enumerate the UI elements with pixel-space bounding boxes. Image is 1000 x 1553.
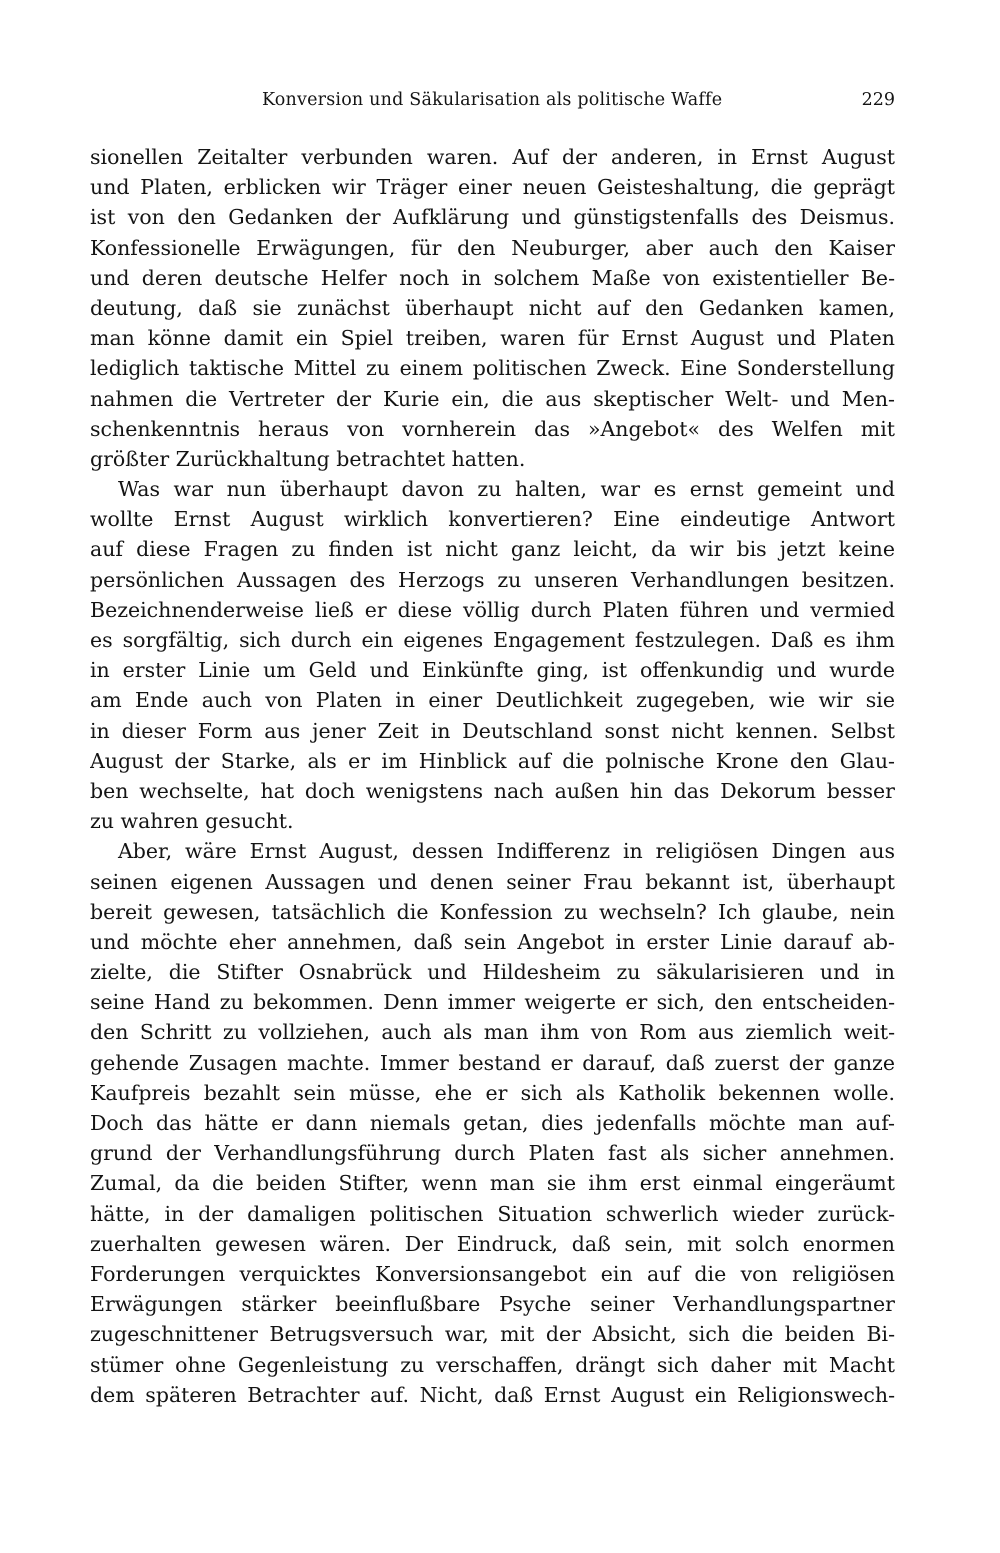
- text-line: in dieser Form aus jener Zeit in Deutschland sonst nicht kennen. Selbst: [90, 718, 895, 743]
- text-line: Zumal, da die beiden Stifter, wenn man sie ihm erst einmal eingeräumt: [90, 1171, 895, 1196]
- text-line: ben wechselte, hat doch wenigstens nach außen hin das Dekorum besser: [90, 778, 895, 803]
- text-line: Bezeichnenderweise ließ er diese völlig durch Platen führen und vermied: [90, 597, 895, 622]
- text-line: sionellen Zeitalter verbunden waren. Auf der anderen, in Ernst August: [90, 145, 895, 169]
- text-line: am Ende auch von Platen in einer Deutlichkeit zugegeben, wie wir sie: [90, 688, 895, 713]
- paragraph-1: [90, 142, 895, 474]
- text-line: grund der Verhandlungsführung durch Platen fast als sicher annehmen.: [90, 1141, 895, 1166]
- text-line: in erster Linie um Geld und Einkünfte ging, ist offenkundig und wurde: [90, 658, 895, 683]
- text-line: zuerhalten gewesen wären. Der Eindruck, daß sein, mit solch enormen: [90, 1231, 895, 1256]
- paragraph-3: [90, 836, 895, 1410]
- text-line: Doch das hätte er dann niemals getan, dies jedenfalls möchte man auf-: [90, 1111, 895, 1135]
- text-line: zu wahren gesucht.: [90, 809, 294, 834]
- text-line: wollte Ernst August wirklich konvertieren? Eine eindeutige Antwort: [90, 507, 895, 532]
- text-line: und deren deutsche Helfer noch in solchem Maße von existentieller Be-: [90, 265, 895, 290]
- text-line: es sorgfältig, sich durch ein eigenes Engagement festzulegen. Daß es ihm: [90, 628, 895, 652]
- text-line: August der Starke, als er im Hinblick auf die polnische Krone den Glau-: [90, 748, 895, 773]
- text-line: stümer ohne Gegenleistung zu verschaffen, drängt sich daher mit Macht: [90, 1352, 895, 1377]
- text-line: Erwägungen stärker beeinflußbare Psyche seiner Verhandlungspartner: [90, 1292, 895, 1317]
- text-line: Forderungen verquicktes Konversionsangebot ein auf die von religiösen: [90, 1261, 895, 1286]
- text-line: dem späteren Betrachter auf. Nicht, daß Ernst August ein Religionswech-: [90, 1382, 895, 1407]
- text-line: größter Zurückhaltung betrachtet hatten.: [90, 446, 526, 471]
- text-line: hätte, in der damaligen politischen Situation schwerlich wieder zurück-: [90, 1201, 895, 1226]
- text-line: deutung, daß sie zunächst überhaupt nicht auf den Gedanken kamen,: [90, 295, 895, 320]
- text-line: persönlichen Aussagen des Herzogs zu unseren Verhandlungen besitzen.: [90, 567, 895, 592]
- text-line: ist von den Gedanken der Aufklärung und günstigstenfalls des Deismus.: [90, 205, 895, 230]
- text-line: Kaufpreis bezahlt sein müsse, ehe er sich als Katholik bekennen wolle.: [90, 1080, 895, 1105]
- body-text: [90, 142, 895, 1410]
- text-line: auf diese Fragen zu finden ist nicht ganz leicht, da wir bis jetzt keine: [90, 537, 895, 562]
- text-line: Konfessionelle Erwägungen, für den Neuburger, aber auch den Kaiser: [90, 235, 895, 260]
- text-line: seinen eigenen Aussagen und denen seiner Frau bekannt ist, überhaupt: [90, 869, 895, 894]
- text-line: den Schritt zu vollziehen, auch als man ihm von Rom aus ziemlich weit-: [90, 1020, 895, 1045]
- text-line: Aber, wäre Ernst August, dessen Indifferenz in religiösen Dingen aus: [118, 839, 895, 864]
- text-line: Was war nun überhaupt davon zu halten, war es ernst gemeint und: [118, 477, 895, 502]
- running-header: [90, 90, 895, 116]
- text-line: zugeschnittener Betrugsversuch war, mit der Absicht, sich die beiden Bi-: [90, 1322, 895, 1347]
- text-line: nahmen die Vertreter der Kurie ein, die aus skeptischer Welt- und Men-: [90, 386, 895, 411]
- text-line: bereit gewesen, tatsächlich die Konfession zu wechseln? Ich glaube, nein: [90, 899, 895, 924]
- text-line: schenkenntnis heraus von vornherein das »Angebot« des Welfen mit: [90, 416, 895, 441]
- text-line: zielte, die Stifter Osnabrück und Hildesheim zu säkularisieren und in: [90, 960, 895, 985]
- text-line: und Platen, erblicken wir Träger einer neuen Geisteshaltung, die geprägt: [90, 175, 895, 200]
- paragraph-2: [90, 474, 895, 836]
- running-title: Konversion und Säkularisation als politische Waffe: [262, 90, 723, 110]
- text-line: lediglich taktische Mittel zu einem politischen Zweck. Eine Sonderstellung: [90, 356, 895, 381]
- text-line: man könne damit ein Spiel treiben, waren für Ernst August und Platen: [90, 326, 895, 351]
- page-number: 229: [861, 90, 895, 110]
- text-line: gehende Zusagen machte. Immer bestand er darauf, daß zuerst der ganze: [90, 1050, 895, 1075]
- text-line: und möchte eher annehmen, daß sein Angebot in erster Linie darauf ab-: [90, 929, 895, 954]
- text-line: seine Hand zu bekommen. Denn immer weigerte er sich, den entscheiden-: [90, 990, 895, 1015]
